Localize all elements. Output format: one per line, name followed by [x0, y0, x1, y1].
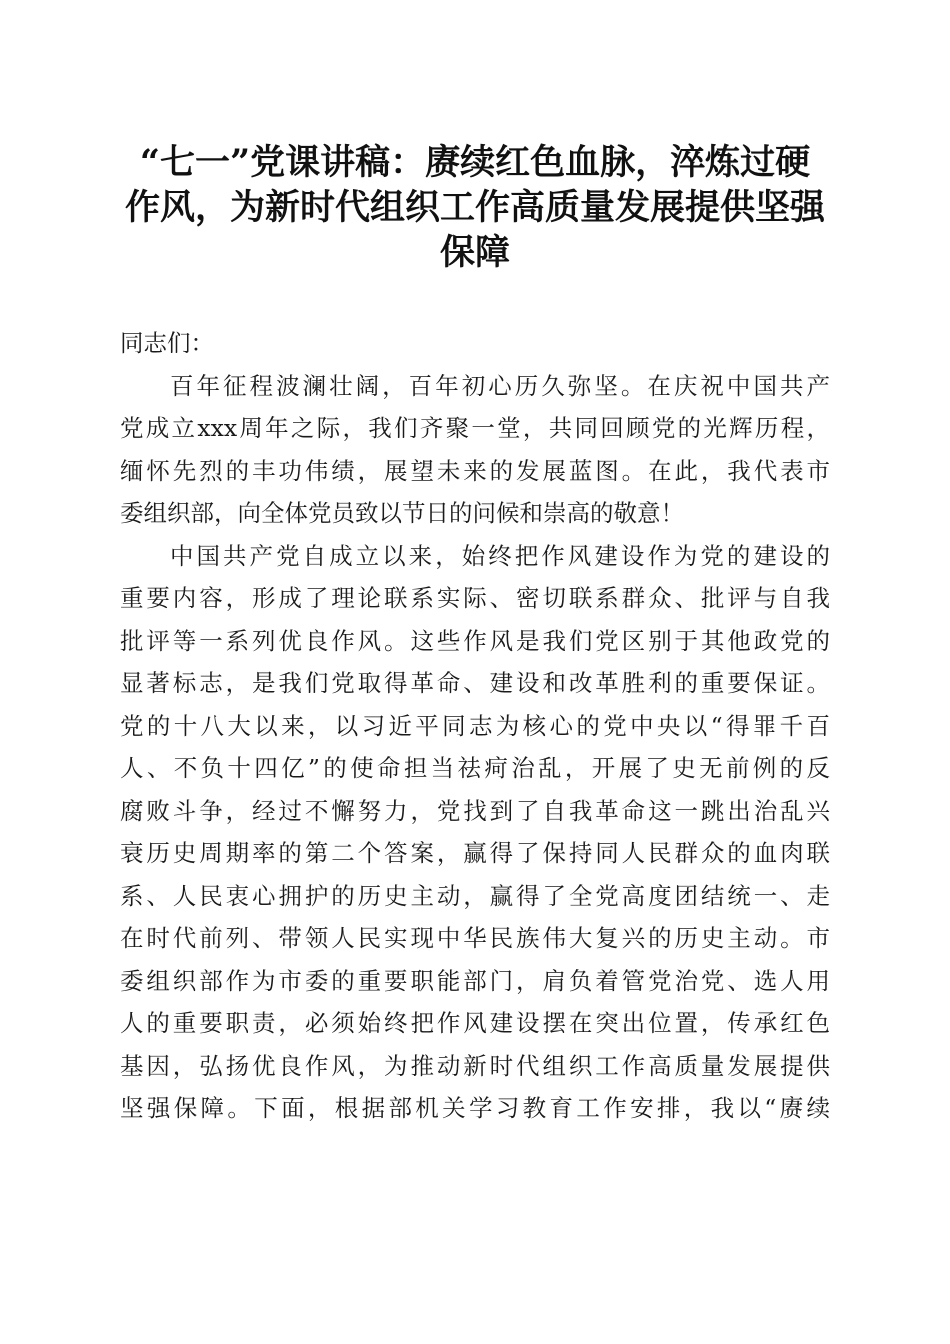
text-line: 党的十八大以来，以习近平同志为核心的党中央以“得罪千百 [120, 711, 830, 740]
text-line: 中国共产党自成立以来，始终把作风建设作为党的建设的 [170, 541, 830, 570]
text-line: 显著标志，是我们党取得革命、建设和改革胜利的重要保证。 [120, 669, 830, 697]
title-line: “七一”党课讲稿：赓续红色血脉，淬炼过硬 [139, 142, 811, 183]
document-body [120, 322, 830, 1130]
text-line: 批评等一系列优良作风。这些作风是我们党区别于其他政党的 [120, 626, 830, 655]
text-line: 系、人民衷心拥护的历史主动，赢得了全党高度团结统一、走 [120, 881, 830, 910]
paragraph-1 [120, 365, 830, 535]
text-line: 在时代前列、带领人民实现中华民族伟大复兴的历史主动。市 [120, 924, 830, 952]
salutation: 同志们： [120, 329, 214, 357]
text-line: 基因，弘扬优良作风，为推动新时代组织工作高质量发展提供 [120, 1051, 830, 1080]
text-line: 缅怀先烈的丰功伟绩，展望未来的发展蓝图。在此，我代表市 [120, 456, 830, 485]
paragraph-2 [120, 535, 830, 1130]
text-line: 坚强保障。下面，根据部机关学习教育工作安排，我以“赓续 [120, 1094, 830, 1122]
text-line: 衰历史周期率的第二个答案，赢得了保持同人民群众的血肉联 [120, 839, 830, 867]
text-line: 委组织部作为市委的重要职能部门，肩负着管党治党、选人用 [120, 966, 830, 995]
title-line: 作风，为新时代组织工作高质量发展提供坚强 [124, 187, 825, 228]
text-line: 腐败斗争，经过不懈努力，党找到了自我革命这一跳出治乱兴 [120, 796, 830, 825]
text-line: 委组织部，向全体党员致以节日的问候和崇高的敬意！ [120, 499, 684, 527]
text-line: 重要内容，形成了理论联系实际、密切联系群众、批评与自我 [120, 584, 830, 612]
text-line: 人的重要职责，必须始终把作风建设摆在突出位置，传承红色 [120, 1009, 830, 1037]
text-line: 百年征程波澜壮阔，百年初心历久弥坚。在庆祝中国共产 [170, 371, 830, 400]
text-line: 人、不负十四亿”的使命担当祛疴治乱，开展了史无前例的反 [120, 754, 830, 782]
text-line: 党成立xxx周年之际，我们齐聚一堂，共同回顾党的光辉历程， [120, 414, 830, 442]
document-title [110, 140, 840, 275]
title-line: 保障 [439, 232, 510, 273]
